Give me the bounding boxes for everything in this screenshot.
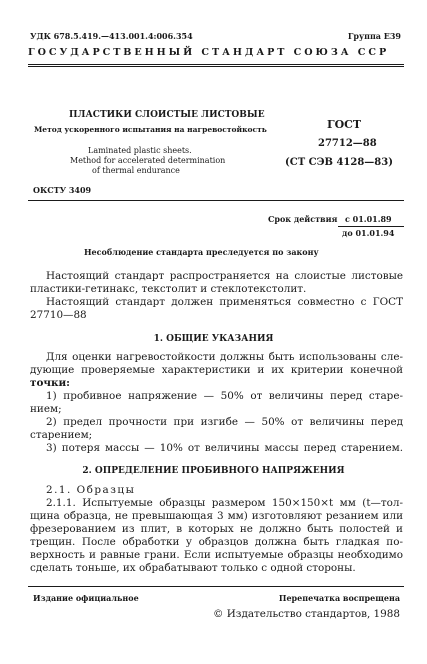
validity-label: Срок действия	[268, 214, 338, 224]
english-title-line-2: Method for accelerated determination	[70, 156, 226, 165]
gost-number: 27712—88	[318, 138, 377, 149]
method-title: Метод ускоренного испытания на нагревостойкость	[34, 125, 267, 134]
footer-rule	[28, 586, 404, 587]
intro-line-1: Настоящий стандарт распространяется на слоистые листовые	[46, 270, 403, 282]
subsection-2-1-title: 2.1. Образцы	[46, 484, 136, 496]
title-block-rule	[28, 200, 404, 201]
document-title: ПЛАСТИКИ СЛОИСТЫЕ ЛИСТОВЫЕ	[69, 110, 265, 120]
standard-title: ГОСУДАРСТВЕННЫЙ СТАНДАРТ СОЮЗА ССР	[28, 47, 390, 58]
english-title-line-3: of thermal endurance	[92, 166, 180, 175]
official-edition-label: Издание официальное	[33, 593, 139, 603]
section-2-line-2: щина образца, не превышающая 3 мм) изготовляют резанием или	[30, 510, 403, 522]
criterion-3-line: 3) потеря массы — 10% от величины массы перед старением.	[46, 442, 403, 454]
validity-to: до 01.01.94	[342, 228, 395, 238]
reprint-notice: Перепечатка воспрещена	[278, 593, 400, 603]
udk-code: УДК 678.5.419.—413.001.4:006.354	[30, 31, 193, 41]
st-sev-number: (СТ СЭВ 4128—83)	[285, 157, 393, 168]
section-1-heading: 1. ОБЩИЕ УКАЗАНИЯ	[153, 334, 274, 344]
intro-line-4: 27710—88	[30, 309, 87, 321]
section-1-line-3: точки:	[30, 377, 71, 389]
copyright-notice: © Издательство стандартов, 1988	[213, 608, 400, 620]
validity-divider	[338, 226, 404, 227]
gost-label: ГОСТ	[327, 118, 362, 131]
section-1-line-2: дующие проверяемые характеристики и их критерии конечной	[30, 364, 403, 376]
section-1-line-1: Для оценки нагревостойкости должны быть использованы сле-	[46, 351, 403, 363]
intro-line-2: пластики-гетинакс, текстолит и стеклотекстолит.	[30, 283, 307, 295]
okstu-code: ОКСТУ 3409	[33, 185, 92, 195]
section-2-line-1: 2.1.1. Испытуемые образцы размером 150×150×t мм (t—тол-	[46, 497, 403, 509]
criterion-2-line-1: 2) предел прочности при изгибе — 50% от величины перед	[46, 416, 403, 428]
section-2-line-6: сделать тоньше, их обрабатывают только с одной стороны.	[30, 562, 356, 574]
section-2-line-5: верхность и равные грани. Если испытуемые образцы необходимо	[30, 549, 403, 561]
header-rule-1	[28, 64, 404, 65]
intro-line-3: Настоящий стандарт должен применяться совместно с ГОСТ	[46, 296, 403, 308]
header-rule-2	[28, 66, 404, 67]
legal-notice: Несоблюдение стандарта преследуется по закону	[84, 247, 319, 257]
criterion-1-line-2: нием;	[30, 403, 62, 415]
validity-from: с 01.01.89	[345, 214, 392, 224]
criterion-1-line-1: 1) пробивное напряжение — 50% от величины перед старе-	[46, 390, 403, 402]
section-2-heading: 2. ОПРЕДЕЛЕНИЕ ПРОБИВНОГО НАПРЯЖЕНИЯ	[82, 466, 345, 476]
criterion-2-line-2: старением;	[30, 429, 93, 441]
english-title-line-1: Laminated plastic sheets.	[88, 146, 192, 155]
group-code: Группа Е39	[347, 31, 401, 41]
section-2-line-3: фрезерованием из плит, в которых не должно быть полостей и	[30, 523, 403, 535]
section-2-line-4: трещин. После обработки у образцов должна быть гладкая по-	[30, 536, 403, 548]
